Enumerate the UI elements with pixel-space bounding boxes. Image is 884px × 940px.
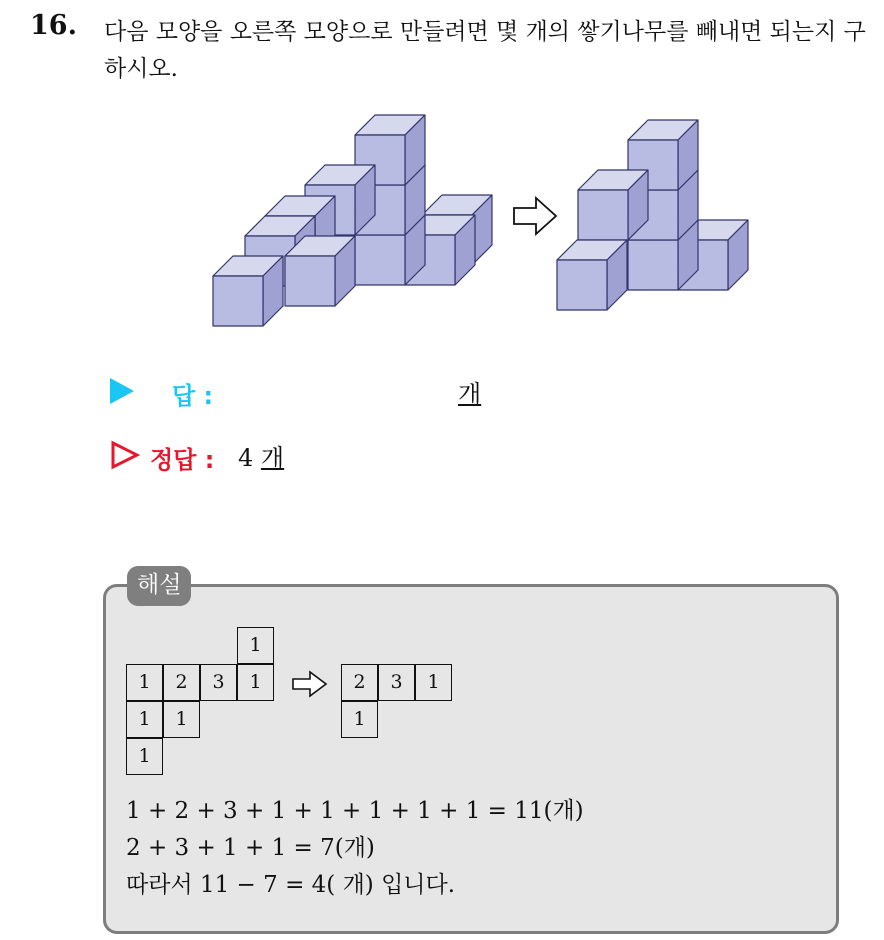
cube-face (578, 190, 628, 240)
cube-face (628, 240, 678, 290)
target-grid-cell: 2 (341, 664, 378, 701)
target-grid-cell: 3 (378, 664, 415, 701)
calc-line-2: 2 + 3 + 1 + 1 = 7(개) (126, 835, 375, 861)
target-grid-cell: 1 (341, 701, 378, 738)
correct-label: 정답 : (150, 446, 215, 474)
explanation-tag: 해설 (127, 566, 191, 606)
transform-arrow-icon (514, 198, 556, 234)
cube-face (285, 256, 335, 306)
original-grid-cell: 1 (163, 701, 200, 738)
original-grid-cell: 3 (200, 664, 237, 701)
cube-face (213, 276, 263, 326)
outline-triangle-icon (110, 440, 140, 470)
answer-label: 답 : (172, 382, 214, 410)
target-block-shape (557, 120, 748, 310)
original-grid-cell: 1 (126, 701, 163, 738)
calc-line-1: 1 + 2 + 3 + 1 + 1 + 1 + 1 + 1 = 11(개) (126, 798, 584, 824)
filled-triangle-icon (110, 378, 134, 404)
original-grid-cell: 1 (126, 738, 163, 775)
original-grid-cell: 1 (126, 664, 163, 701)
correct-number: 4 (238, 444, 254, 472)
original-grid-cell: 2 (163, 664, 200, 701)
block-figure (0, 100, 884, 340)
original-grid-cell: 1 (237, 627, 274, 664)
question-text: 다음 모양을 오른쪽 모양으로 만들려면 몇 개의 쌓기나무를 빼내면 되는지 구하시오. (104, 19, 866, 82)
correct-value (238, 438, 284, 473)
cube-face (355, 235, 405, 285)
target-grid-cell: 1 (415, 664, 452, 701)
calc-line-3: 따라서 11 − 7 = 4( 개) 입니다. (126, 872, 456, 898)
cube-face (557, 260, 607, 310)
question-number: 16. (30, 10, 77, 41)
answer-blank-unit: 개 (458, 380, 482, 408)
original-grid-cell: 1 (237, 664, 274, 701)
original-block-shape (213, 115, 492, 326)
correct-unit: 개 (260, 444, 285, 472)
grid-arrow-icon (290, 670, 330, 700)
